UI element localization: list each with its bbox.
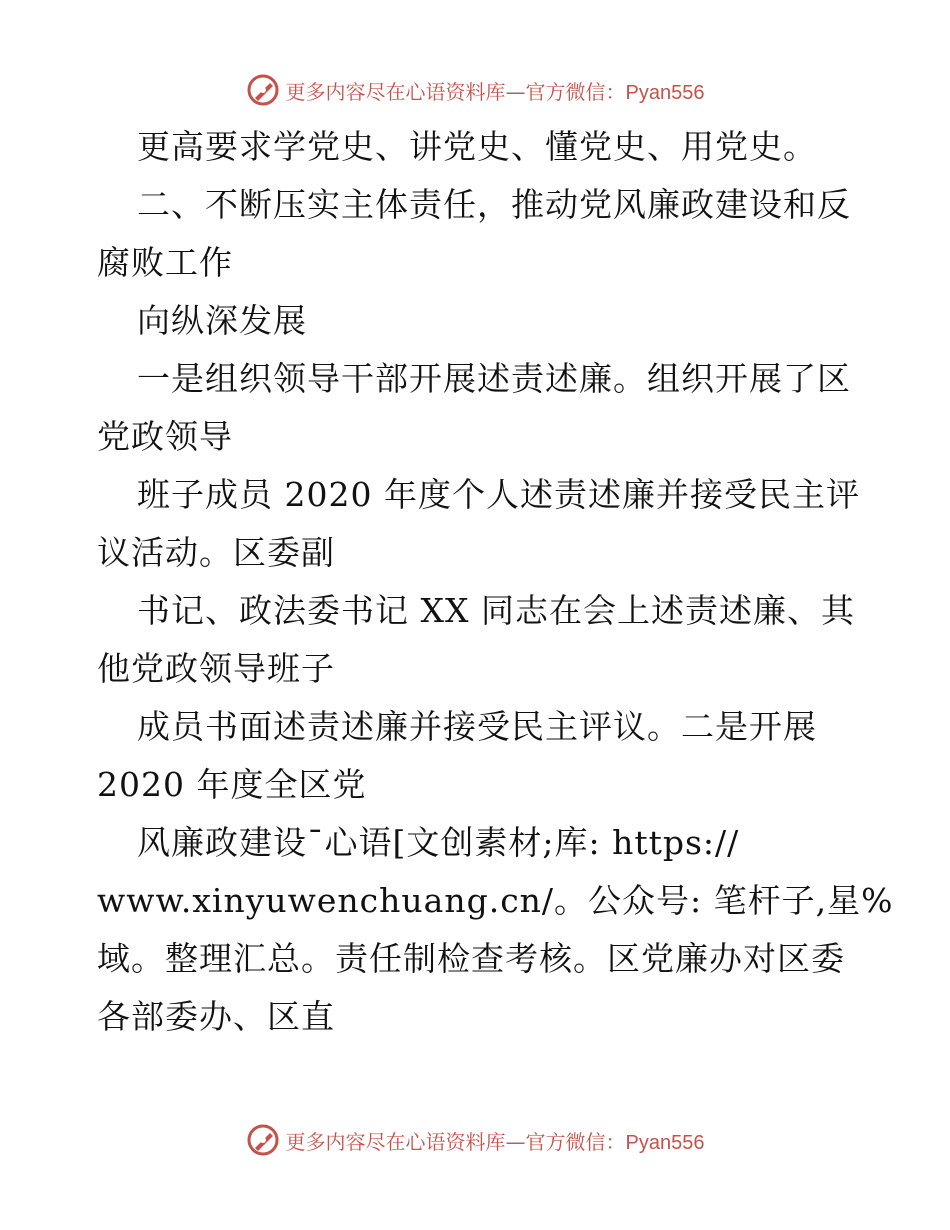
- body-line: 2020 年度全区党: [97, 765, 367, 804]
- body-line: 二、不断压实主体责任，推动党风廉政建设和反: [137, 185, 851, 224]
- body-line: 班子成员 2020 年度个人述责述廉并接受民主评: [137, 475, 860, 514]
- body-line: www.xinyuwenchuang.cn/。公众号: 笔杆子,星%: [97, 881, 894, 920]
- footer-wechat-id: Pyan556: [625, 1131, 705, 1154]
- body-line: 成员书面述责述廉并接受民主评议。二是开展: [137, 707, 817, 746]
- footer-banner-text: [286, 1126, 705, 1155]
- header-banner-text: [286, 76, 705, 105]
- header-wechat-id: Pyan556: [625, 81, 705, 104]
- body-line: 更高要求学党史、讲党史、懂党史、用党史。: [137, 127, 817, 166]
- body-line: 一是组织领导干部开展述责述廉。组织开展了区: [137, 359, 851, 398]
- body-line: 向纵深发展: [137, 301, 307, 340]
- footer-banner-dash: —: [505, 1129, 526, 1154]
- header-banner-dash: —: [505, 79, 526, 104]
- body-line: 腐败工作: [97, 243, 233, 282]
- header-banner: [0, 70, 950, 110]
- body-line: 党政领导: [97, 417, 233, 456]
- body-line: 域。整理汇总。责任制检查考核。区党廉办对区委: [97, 939, 845, 978]
- body-line: 他党政领导班子: [97, 649, 335, 688]
- footer-banner: [0, 1120, 950, 1160]
- body-line: 各部委办、区直: [97, 997, 335, 1036]
- document-body: [97, 118, 894, 1046]
- header-banner-title: 更多内容尽在心语资料库: [285, 79, 506, 104]
- footer-banner-title: 更多内容尽在心语资料库: [285, 1129, 506, 1154]
- header-wechat-label: 官方微信：: [525, 79, 626, 104]
- pen-logo-icon: [246, 73, 280, 107]
- footer-wechat-label: 官方微信：: [525, 1129, 626, 1154]
- pen-logo-icon: [246, 1123, 280, 1157]
- body-line: 风廉政建设¯心语[文创素材;库: https://: [137, 823, 740, 862]
- body-line: 议活动。区委副: [97, 533, 335, 572]
- body-line: 书记、政法委书记 XX 同志在会上述责述廉、其: [137, 591, 855, 630]
